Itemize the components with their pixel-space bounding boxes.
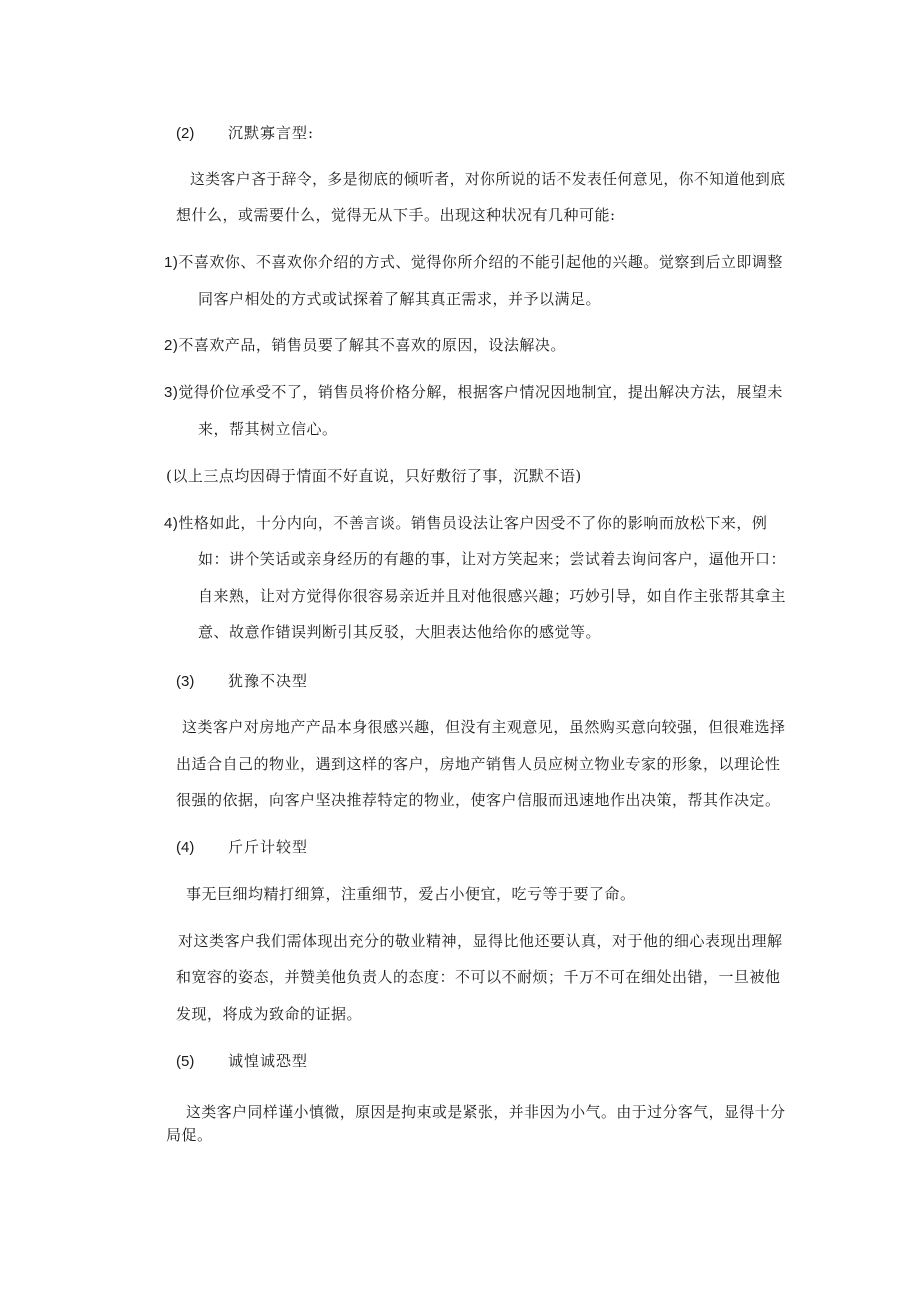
- paragraph-line: 和宽容的姿态，并赞美他负责人的态度：不可以不耐烦；千万不可在细处出错，一旦被他: [176, 968, 781, 986]
- section-heading-2: [176, 126, 314, 141]
- list-item-continuation: 同客户相处的方式或试探着了解其真正需求，并予以满足。: [198, 290, 602, 308]
- section-number: (4): [176, 839, 195, 856]
- list-item-continuation: 自来熟，让对方觉得你很容易亲近并且对他很感兴趣；巧妙引导，如自作主张帮其拿主: [198, 587, 787, 605]
- list-marker: 1): [164, 254, 179, 271]
- list-text: 觉得价位承受不了，销售员将价格分解，根据客户情况因地制宜，提出解决方法，展望未: [178, 383, 783, 401]
- section-heading-3: [176, 674, 308, 689]
- paragraph-line: 发现，将成为致命的证据。: [176, 1005, 363, 1023]
- paragraph-line: 很强的依据，向客户坚决推荐特定的物业，使客户信服而迅速地作出决策，帮其作决定。: [176, 791, 781, 809]
- section-title: 诚惶诚恐型: [228, 1052, 309, 1070]
- list-item-1: [164, 255, 783, 270]
- paragraph-line: 事无巨细均精打细算，注重细节，爱占小便宜，吃亏等于要了命。: [186, 885, 636, 903]
- note-text: (以上三点均因碍于情面不好直说，只好敷衍了事，沉默不语): [166, 467, 582, 485]
- list-text: 不喜欢产品，销售员要了解其不喜欢的原因，设法解决。: [178, 336, 566, 354]
- section-number: (2): [176, 125, 195, 142]
- section-heading-5: [176, 1054, 308, 1069]
- list-item-continuation: 意、故意作错误判断引其反驳，大胆表达他给你的感觉等。: [198, 623, 602, 641]
- section-number: (3): [176, 673, 195, 690]
- paragraph-line: 这类客户吝于辞令，多是彻底的倾听者，对你所说的话不发表任何意见，你不知道他到底: [190, 170, 786, 188]
- list-marker: 2): [164, 337, 179, 354]
- list-marker: 4): [164, 515, 179, 532]
- list-item-3: [164, 385, 783, 400]
- paragraph-line: 这类客户对房地产产品本身很感兴趣，但没有主观意见，虽然购买意向较强，但很难选择: [182, 718, 786, 736]
- section-number: (5): [176, 1053, 195, 1070]
- list-item-4: [164, 516, 767, 531]
- paragraph-line: 对这类客户我们需体现出充分的敬业精神，显得比他还要认真，对于他的细心表现出理解: [178, 932, 783, 950]
- section-title: 犹豫不决型: [228, 672, 309, 690]
- paragraph-line: 局促。: [166, 1126, 213, 1144]
- list-item-2: [164, 338, 566, 353]
- paragraph-line: 想什么，或需要什么，觉得无从下手。出现这种状况有几种可能:: [176, 206, 616, 224]
- list-marker: 3): [164, 384, 179, 401]
- list-text: 不喜欢你、不喜欢你介绍的方式、觉得你所介绍的不能引起他的兴趣。觉察到后立即调整: [178, 253, 783, 271]
- paragraph-line: 这类客户同样谨小慎微，原因是拘束或是紧张，并非因为小气。由于过分客气，显得十分: [186, 1103, 786, 1121]
- section-title: 沉默寡言型:: [228, 124, 315, 142]
- list-item-continuation: 来，帮其树立信心。: [198, 420, 338, 438]
- list-item-continuation: 如：讲个笑话或亲身经历的有趣的事，让对方笑起来；尝试着去询问客户，逼他开口：: [198, 550, 787, 568]
- list-text: 性格如此，十分内向，不善言谈。销售员设法让客户因受不了你的影响而放松下来，例: [178, 514, 768, 532]
- section-heading-4: [176, 840, 308, 855]
- paragraph-line: 出适合自己的物业，遇到这样的客户，房地产销售人员应树立物业专家的形象，以理论性: [176, 755, 781, 773]
- section-title: 斤斤计较型: [228, 838, 309, 856]
